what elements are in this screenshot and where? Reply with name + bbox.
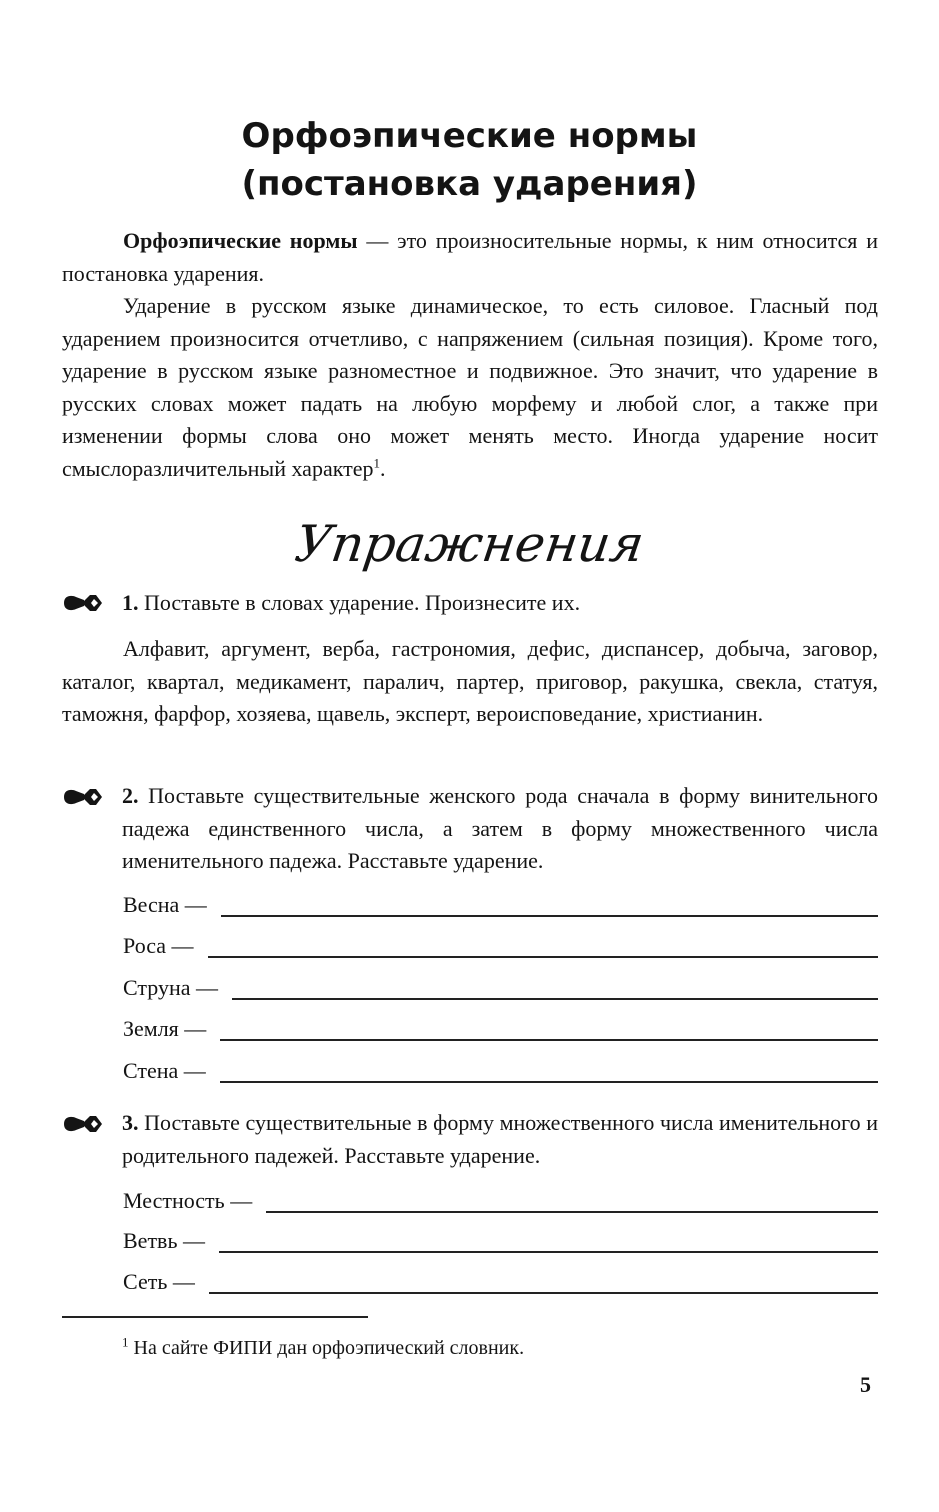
- answer-blank[interactable]: [208, 946, 878, 958]
- page-title: [0, 112, 939, 208]
- answer-blank[interactable]: [220, 1071, 878, 1083]
- answer-row-label: Струна —: [123, 975, 219, 1000]
- answer-blank[interactable]: [221, 905, 878, 917]
- page-number: 5: [860, 1372, 871, 1397]
- footnote-divider: [62, 1316, 368, 1318]
- footnote-reference: 1: [373, 455, 380, 471]
- task-2-text: Поставьте существительные женского рода сначала в форму винительного падежа единственного числа, а затем в форму множественного числа именительного падежа. Расставьте ударение.: [122, 783, 878, 873]
- answer-blank[interactable]: [232, 988, 878, 1000]
- task-1-text: Поставьте в словах ударение. Произнесите их.: [138, 590, 581, 615]
- answer-row: [123, 1224, 878, 1254]
- task-3: [122, 1107, 878, 1172]
- title-line-1: Орфоэпические нормы: [241, 116, 698, 156]
- answer-row: [123, 1012, 878, 1042]
- task-marker-icon: [62, 786, 108, 808]
- answer-row-label: Весна —: [123, 892, 207, 917]
- intro-paragraph: [62, 225, 878, 290]
- task-1-word-list: Алфавит, аргумент, верба, гастрономия, дефис, диспансер, добыча, заговор, каталог, квартал, медикамент, паралич, партер, приговор, ракушка, свекла, статуя, таможня, фарфор, хозяева, щавель, эксперт, вероисповедание, христианин.: [62, 636, 878, 726]
- answer-row-label: Стена —: [123, 1058, 206, 1083]
- answer-row-label: Ветвь —: [123, 1228, 205, 1253]
- footnote-text: На сайте ФИПИ дан орфоэпический словник.: [128, 1337, 525, 1359]
- answer-row: [123, 1184, 878, 1214]
- answer-row-label: Роса —: [123, 933, 194, 958]
- answer-row: [123, 929, 878, 959]
- task-1: [122, 587, 878, 620]
- intro-definition: — это произносительные нормы, к ним относится и постановка ударения.: [62, 228, 878, 286]
- intro-term: Орфоэпические нормы: [123, 228, 358, 253]
- answer-row: [123, 888, 878, 918]
- task-2-number: 2.: [122, 783, 139, 808]
- task-3-text: Поставьте существительные в форму множественного числа именительного и родительного падежей. Расставьте ударение.: [122, 1110, 878, 1168]
- answer-row-label: Земля —: [123, 1016, 207, 1041]
- answer-row: [123, 1054, 878, 1084]
- task-marker-icon: [62, 592, 108, 614]
- task-marker-icon: [62, 1113, 108, 1135]
- stress-paragraph-text: Ударение в русском языке динамическое, то есть силовое. Гласный под ударением произносится отчетливо, с напряжением (сильная позиция). Кроме того, ударение в русском языке разноместное и подвижное. Это значит, что ударение в русских словах может падать на любую морфему и любой слог, а также при изменении формы слова оно может менять место. Иногда ударение носит смыслоразличительный характер: [62, 293, 878, 481]
- task-3-number: 3.: [122, 1110, 139, 1135]
- answer-blank[interactable]: [266, 1201, 878, 1213]
- task-2: [122, 780, 878, 878]
- answer-row-label: Местность —: [123, 1188, 253, 1213]
- answer-row-label: Сеть —: [123, 1269, 195, 1294]
- answer-row: [123, 971, 878, 1001]
- task-1-number: 1.: [122, 590, 139, 615]
- title-line-2: (постановка ударения): [241, 164, 698, 204]
- footnote-mark: 1: [122, 1334, 129, 1350]
- footnote: [122, 1334, 524, 1362]
- exercises-heading: Упражнения: [291, 515, 648, 573]
- stress-paragraph-end: .: [380, 455, 386, 481]
- answer-row: [123, 1265, 878, 1295]
- answer-blank[interactable]: [220, 1029, 878, 1041]
- answer-blank[interactable]: [209, 1282, 878, 1294]
- stress-paragraph: [62, 290, 878, 485]
- answer-blank[interactable]: [219, 1241, 878, 1253]
